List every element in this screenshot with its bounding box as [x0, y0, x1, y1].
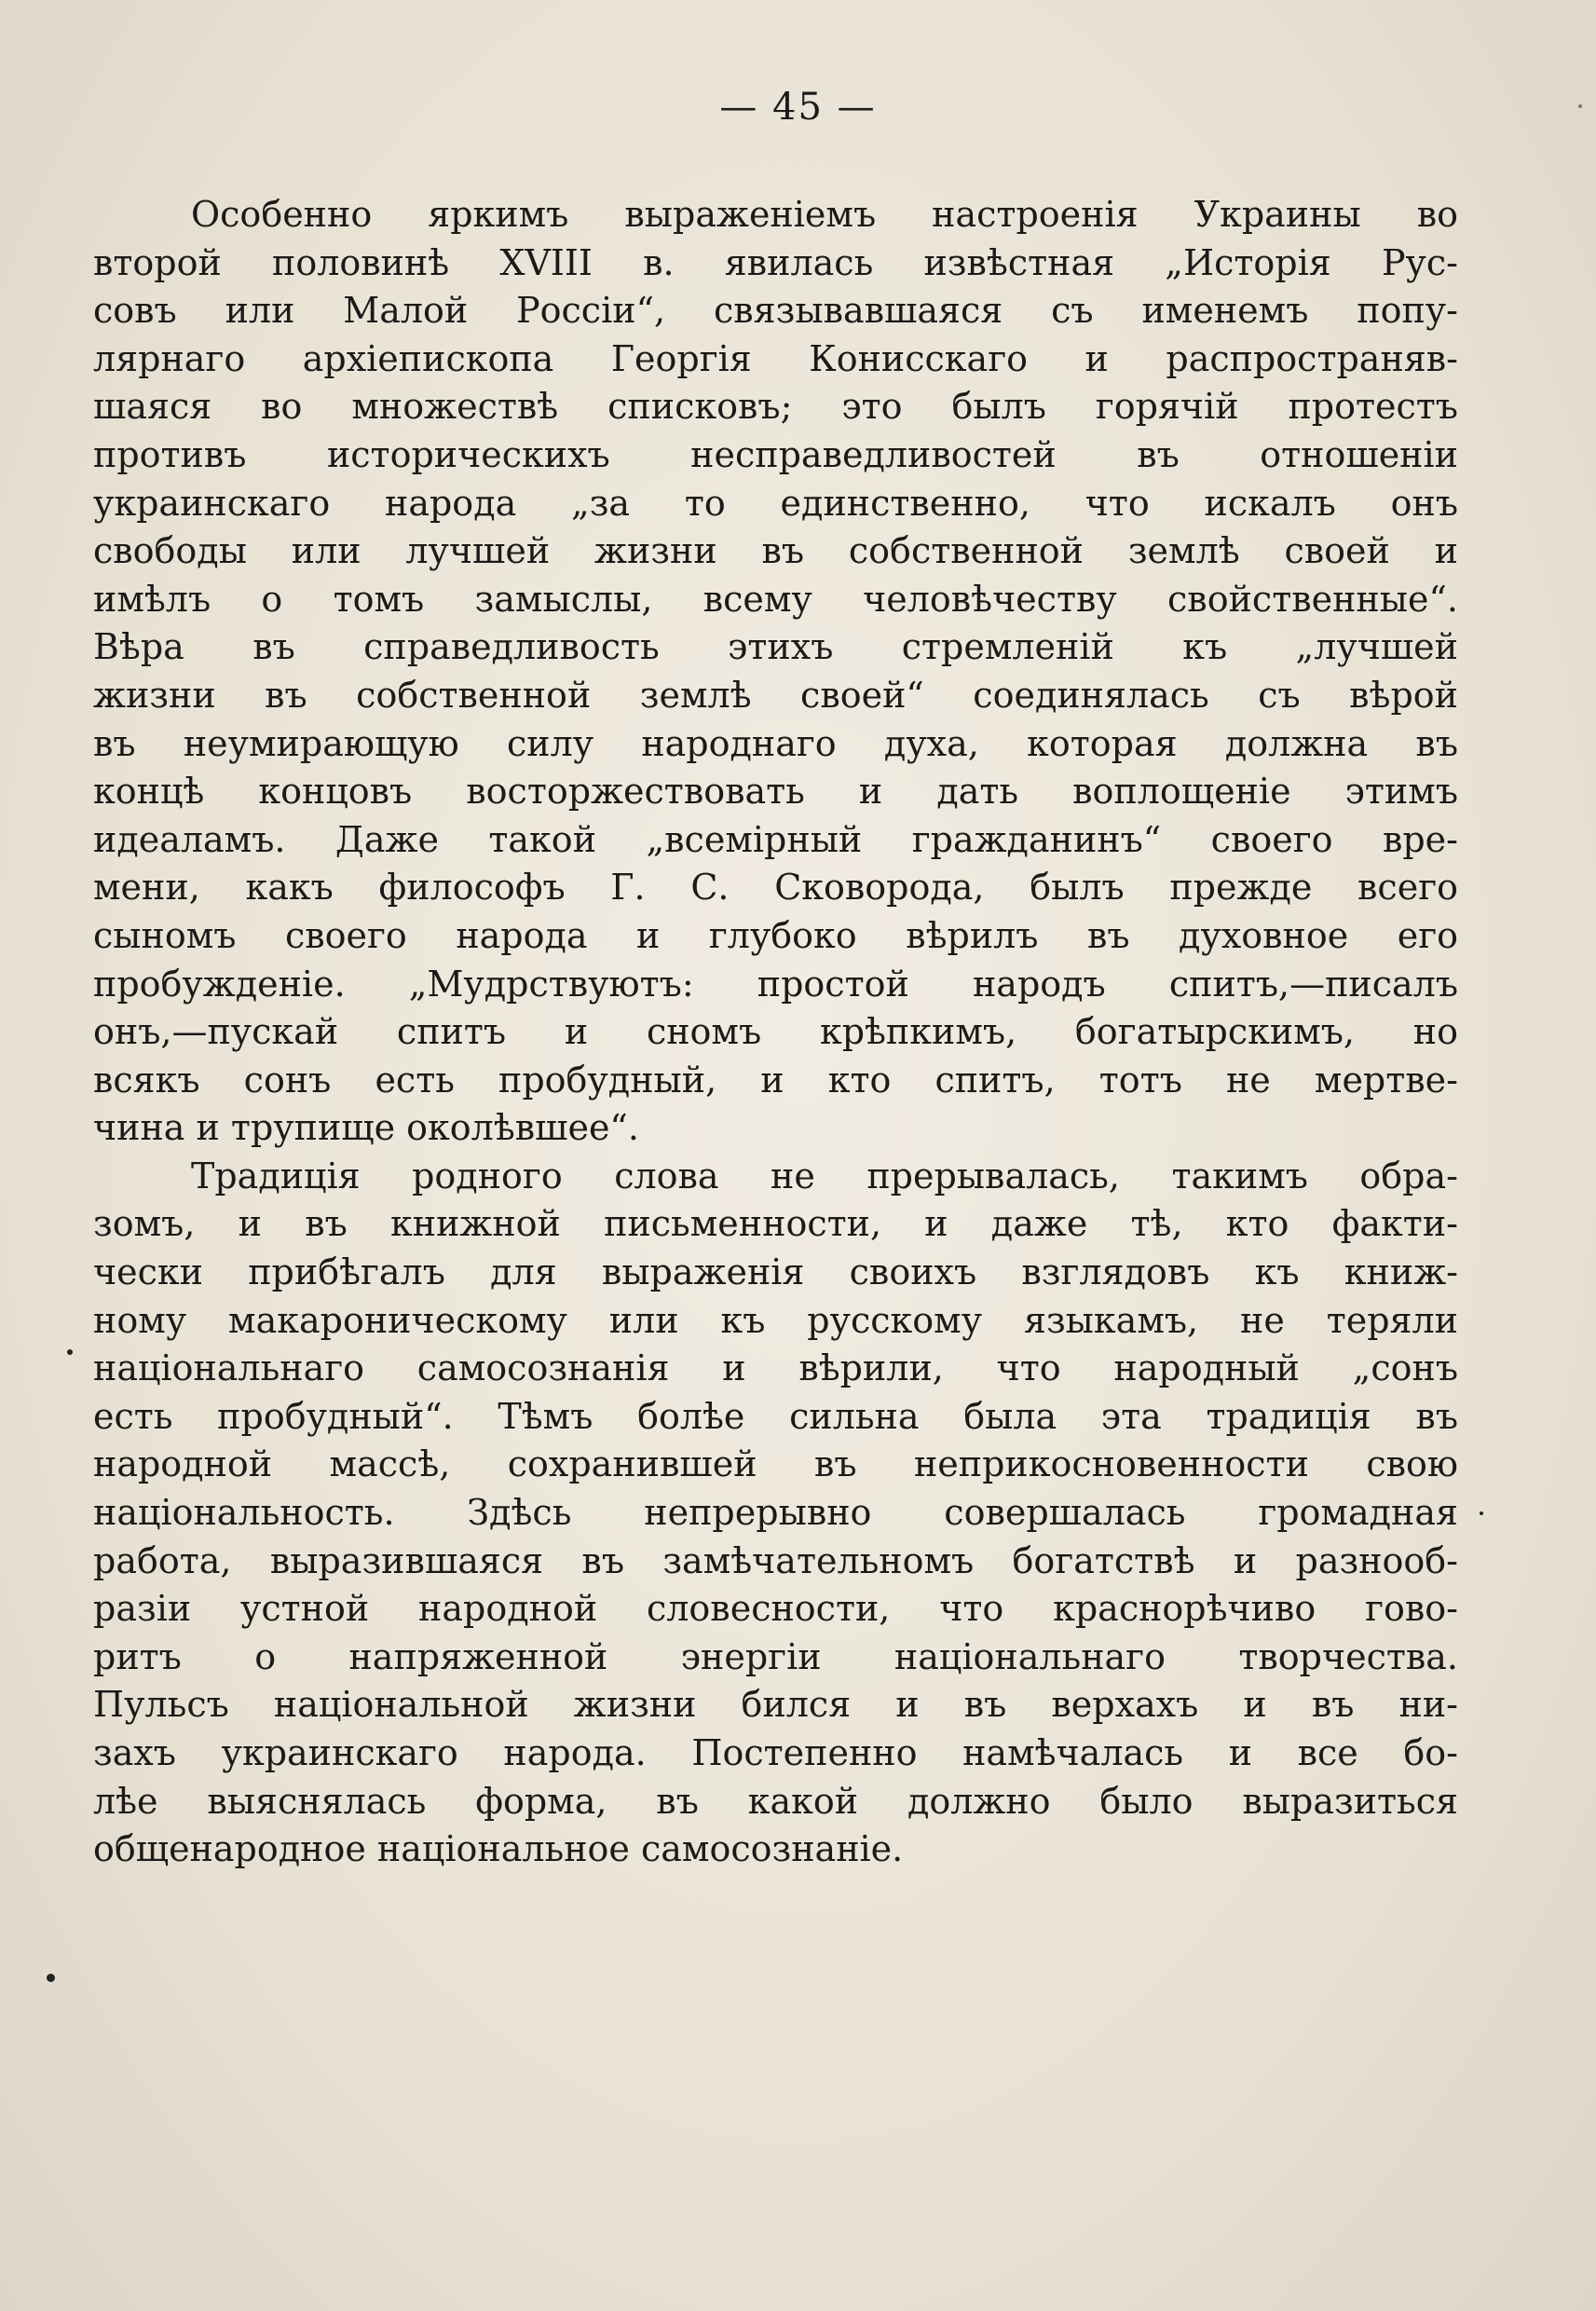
text-line: Пульсъ нацiональной жизни бился и въ верхахъ и въ ни-	[93, 1684, 1458, 1726]
text-line: есть пробудный“. Тѣмъ болѣе сильна была эта традицiя въ	[93, 1395, 1458, 1437]
paragraph-1	[93, 191, 1458, 1153]
ink-speck	[1578, 104, 1582, 108]
text-line: шаяся во множествѣ списковъ; это былъ горячiй протестъ	[93, 386, 1458, 428]
text-line: концѣ концовъ восторжествовать и дать воплощенiе этимъ	[93, 771, 1458, 813]
text-line: нацiональнаго самосознанiя и вѣрили, что народный „сонъ	[93, 1347, 1458, 1389]
text-line: идеаламъ. Даже такой „всемiрный гражданинъ“ своего вре-	[93, 818, 1458, 860]
text-line: совъ или Малой Россiи“, связывавшаяся съ именемъ попу-	[93, 290, 1458, 332]
text-line: ритъ о напряженной энергiи нацiональнаго творчества.	[93, 1635, 1458, 1677]
text-line: общенародное нацiональное самосознанiе.	[93, 1828, 904, 1870]
text-line: Традицiя родного слова не прерывалась, такимъ обра-	[191, 1155, 1458, 1197]
text-line: второй половинѣ XVIII в. явилась извѣстная „Исторiя Рус-	[93, 241, 1458, 283]
body-text	[93, 191, 1458, 1874]
text-line: лярнаго архiепископа Георгiя Конисскаго и распространяв-	[93, 337, 1458, 379]
text-line: имѣлъ о томъ замыслы, всему человѣчеству свойственные“.	[93, 578, 1458, 620]
text-line: разiи устной народной словесности, что краснорѣчиво гово-	[93, 1588, 1458, 1630]
text-line: чина и трупище околѣвшее“.	[93, 1107, 639, 1149]
text-line: противъ историческихъ несправедливостей въ отношенiи	[93, 433, 1458, 475]
text-line: въ неумирающую силу народнаго духа, которая должна въ	[93, 722, 1458, 764]
text-line: чески прибѣгалъ для выраженiя своихъ взглядовъ къ книж-	[93, 1251, 1458, 1293]
text-line: онъ,—пускай спитъ и сномъ крѣпкимъ, богатырскимъ, но	[93, 1011, 1458, 1053]
text-line: сыномъ своего народа и глубоко вѣрилъ въ духовное его	[93, 914, 1458, 956]
text-line: свободы или лучшей жизни въ собственной землѣ своей и	[93, 530, 1458, 572]
text-line: жизни въ собственной землѣ своей“ соединялась съ вѣрой	[93, 674, 1458, 716]
text-line: зомъ, и въ книжной письменности, и даже тѣ, кто факти-	[93, 1203, 1458, 1245]
text-line: нацiональность. Здѣсь непрерывно совершалась громадная	[93, 1492, 1458, 1534]
text-line: пробужденiе. „Мудрствуютъ: простой народъ спитъ,—писалъ	[93, 963, 1458, 1005]
text-line: Вѣра въ справедливость этихъ стремленiй къ „лучшей	[93, 626, 1458, 668]
paragraph-2	[93, 1153, 1458, 1874]
text-line: ному макароническому или къ русскому языкамъ, не теряли	[93, 1299, 1458, 1341]
text-line: лѣе выяснялась форма, въ какой должно было выразиться	[93, 1780, 1458, 1822]
ink-speck	[67, 1349, 73, 1355]
text-line: всякъ сонъ есть пробудный, и кто спитъ, тотъ не мертве-	[93, 1059, 1458, 1101]
text-line: мени, какъ философъ Г. С. Сковорода, былъ прежде всего	[93, 867, 1458, 909]
text-line: народной массѣ, сохранившей въ неприкосновенности свою	[93, 1443, 1458, 1485]
text-line: работа, выразившаяся въ замѣчательномъ богатствѣ и разнооб-	[93, 1539, 1458, 1581]
text-line: Особенно яркимъ выраженiемъ настроенiя Украины во	[191, 194, 1458, 235]
text-line: захъ украинскаго народа. Постепенно намѣчалась и все бо-	[93, 1732, 1458, 1773]
ink-speck	[47, 1974, 55, 1982]
page-number: — 45 —	[719, 86, 877, 129]
ink-speck	[1480, 1511, 1483, 1515]
text-line: украинскаго народа „за то единственно, что искалъ онъ	[93, 482, 1458, 524]
